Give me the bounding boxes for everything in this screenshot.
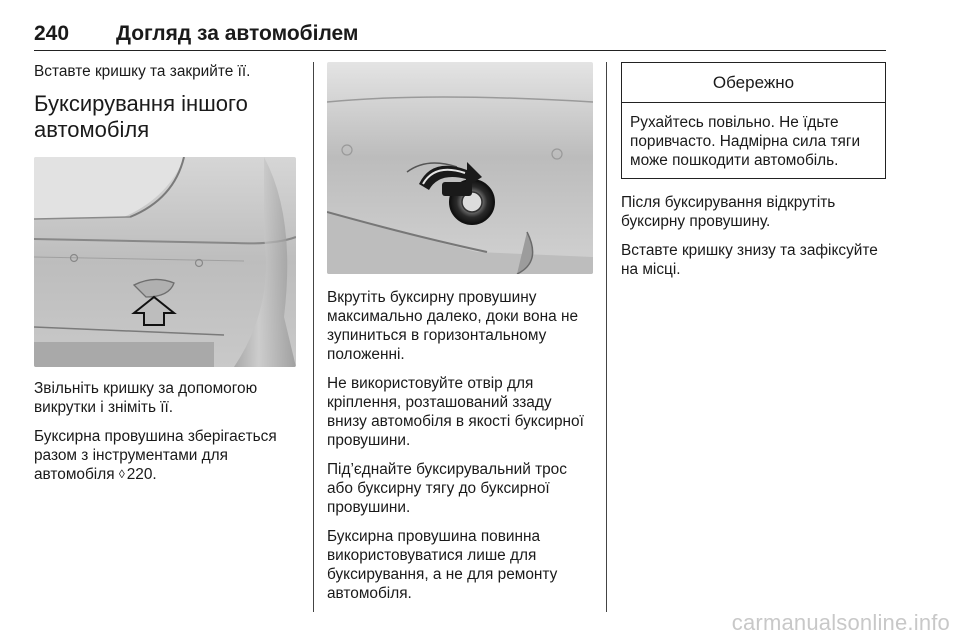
column-divider-1 (313, 62, 314, 612)
storage-text-body: Буксирна провушина зберігається разом з інструментами для автомобіля (34, 428, 277, 483)
page-header (34, 18, 886, 51)
caution-title: Обережно (622, 63, 885, 103)
storage-text (34, 427, 296, 484)
column-1 (34, 62, 296, 494)
chapter-title: Догляд за автомобілем (116, 22, 359, 45)
intro-text: Вставте кришку та закрийте її. (34, 63, 251, 80)
do-not-use-text: Не використовуйте отвір для кріплення, розташований ззаду внизу автомобіля в якості буксирної провушини. (327, 375, 584, 449)
section-heading: Буксирування іншого автомобіля (34, 91, 248, 142)
screw-in-text: Вкрутіть буксирну провушину максимально далеко, доки вона не зупиниться в горизонтальному положенні. (327, 289, 579, 363)
column-2 (327, 62, 593, 613)
caution-body (622, 103, 885, 178)
caution-box (621, 62, 886, 179)
attach-rope-text: Під’єднайте буксирувальний трос або буксирну тягу до буксирної провушини. (327, 461, 567, 516)
insert-cover-text: Вставте кришку знизу та зафіксуйте на місці. (621, 242, 878, 278)
towing-only-text: Буксирна провушина повинна використовуватися лише для буксирування, а не для ремонту автомобіля. (327, 528, 558, 602)
page-number: 240 (34, 22, 70, 45)
triangle-right-icon: ◊ (118, 467, 125, 481)
column-3 (621, 62, 886, 289)
watermark: carmanualsonline.info (731, 610, 950, 635)
page-reference[interactable]: 220. (126, 466, 157, 483)
tow-eye-screw-in-illustration (327, 62, 593, 274)
remove-cover-text: Звільніть кришку за допомогою викрутки і зніміть її. (34, 380, 258, 416)
car-rear-tow-eye-cover-illustration (34, 157, 296, 367)
caution-text: Рухайтесь повільно. Не їдьте поривчасто. Надмірна сила тяги може пошкодити автомобіль. (630, 114, 861, 169)
column-divider-2 (606, 62, 607, 612)
unscrew-text: Після буксирування відкрутіть буксирну провушину. (621, 194, 836, 230)
